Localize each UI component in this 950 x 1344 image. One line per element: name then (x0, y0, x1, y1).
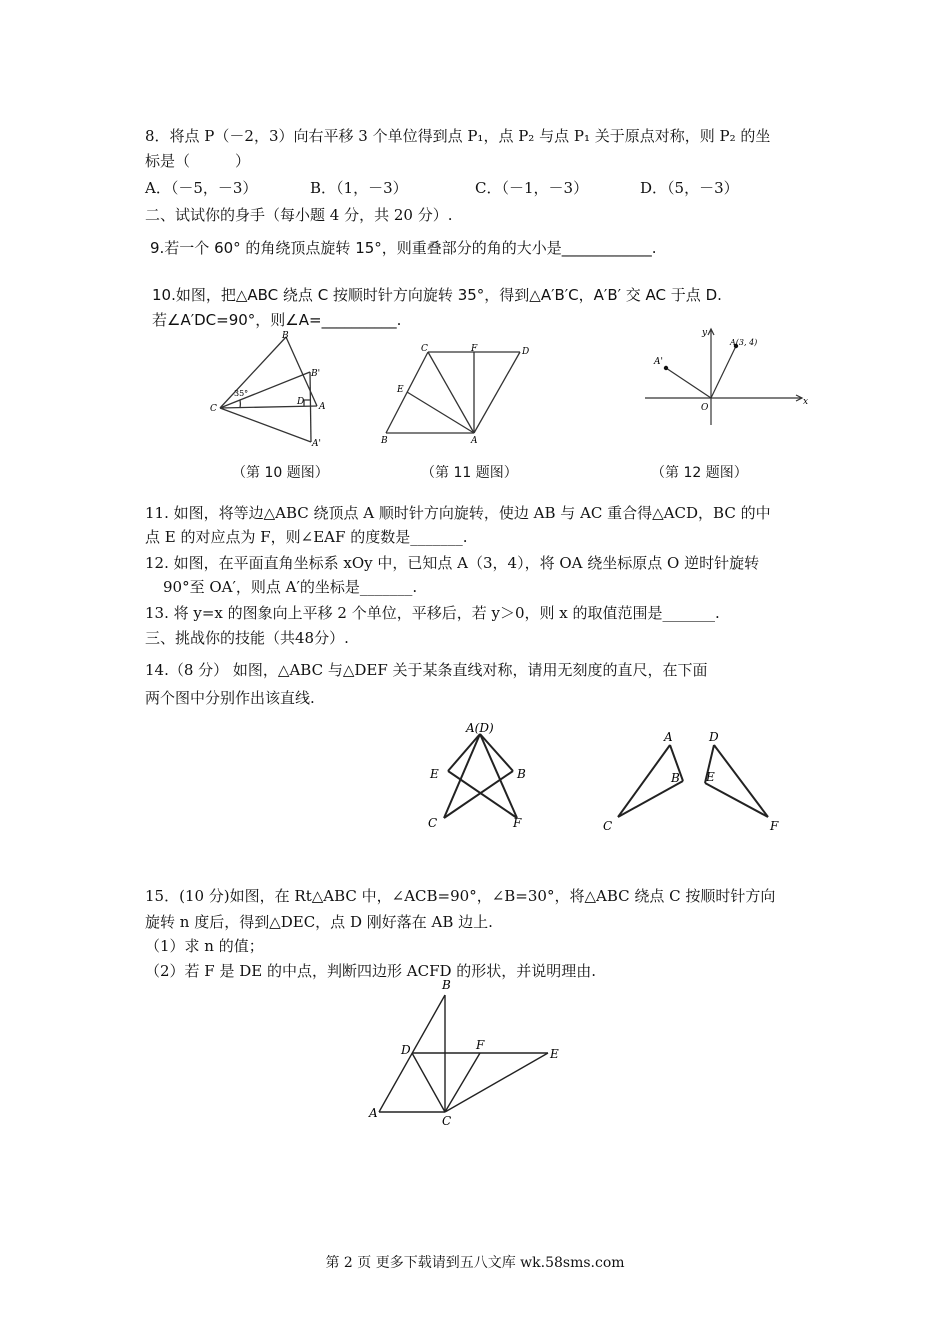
fig14a-label-ad: A(D) (466, 721, 494, 735)
fig10-label-bprime: B' (311, 369, 321, 379)
fig15-label-c: C (442, 1114, 452, 1128)
q12-line2: 90°至 OA′，则点 A′的坐标是_______. (163, 578, 418, 596)
fig11-label-b: B (381, 436, 388, 445)
fig10-label-b: B (282, 331, 289, 341)
q8-line1: 8．将点 P（－2，3）向右平移 3 个单位得到点 P₁，点 P₂ 与点 P₁ 关于原点对称，则 P₂ 的坐 (145, 127, 771, 145)
fig10-angle: 35° (234, 389, 249, 398)
fig14b-label-a: A (664, 730, 673, 744)
caption-fig12: （第 12 题图） (651, 465, 748, 481)
q15-part1: （1）求 n 的值； (145, 937, 264, 955)
figure-14-right (596, 725, 791, 835)
q15-part2: （2）若 F 是 DE 的中点，判断四边形 ACFD 的形状，并说明理由. (145, 962, 597, 980)
fig14a-label-f: F (513, 816, 522, 830)
q8-line2: 标是（ ） (145, 152, 251, 170)
caption-fig10: （第 10 题图） (232, 465, 329, 481)
fig14a-label-c: C (428, 816, 438, 830)
fig15-label-e: E (550, 1047, 559, 1061)
fig10-label-d: D (297, 397, 305, 407)
fig15-label-b: B (442, 978, 451, 992)
q14-line2: 两个图中分别作出该直线. (145, 689, 315, 707)
fig12-label-o: O (701, 403, 709, 413)
fig11-label-c: C (421, 344, 428, 354)
q14-line1: 14.（8 分） 如图，△ABC 与△DEF 关于某条直线对称，请用无刻度的直尺，在下面 (145, 661, 708, 679)
fig14b-label-e: E (706, 770, 715, 784)
fig11-label-e: E (397, 385, 404, 395)
figure-14-left (420, 720, 540, 835)
q15-line2: 旋转 n 度后，得到△DEC，点 D 刚好落在 AB 边上. (145, 913, 493, 931)
fig11-label-d: D (522, 347, 530, 357)
q10-line2: 若∠A′DC=90°，则∠A=__________. (152, 311, 402, 329)
fig10-label-a: A (319, 402, 326, 412)
q8-option-b: B．（1，－3） (310, 179, 408, 197)
q12-line1: 12. 如图，在平面直角坐标系 xOy 中，已知点 A（3，4），将 OA 绕坐标原点 O 逆时针旋转 (145, 554, 760, 572)
fig15-label-f: F (476, 1038, 485, 1052)
fig12-label-y: y (702, 328, 708, 338)
q15-line1: 15．(10 分)如图，在 Rt△ABC 中，∠ACB=90°，∠B=30°，将△ABC 绕点 C 按顺时针方向 (145, 887, 776, 905)
fig14b-label-c: C (603, 819, 613, 833)
section3-heading: 三、挑战你的技能（共48分）. (145, 629, 349, 647)
fig11-label-a: A (471, 436, 478, 445)
caption-fig11: （第 11 题图） (421, 465, 518, 481)
q9-text: 9.若一个 60° 的角绕顶点旋转 15°，则重叠部分的角的大小是____________. (150, 239, 657, 257)
q10-line1: 10.如图，把△ABC 绕点 C 按顺时针方向旋转 35°，得到△A′B′C，A′B′ 交 AC 于点 D. (152, 286, 722, 304)
q8-option-c: C．（－1，－3） (475, 179, 589, 197)
q11-line2: 点 E 的对应点为 F，则∠EAF 的度数是_______. (145, 528, 468, 546)
fig12-label-x: x (803, 397, 809, 407)
page-footer: 第 2 页 更多下载请到五八文库 wk.58sms.com (325, 1255, 625, 1271)
q11-line1: 11. 如图，将等边△ABC 绕顶点 A 顺时针方向旋转，使边 AB 与 AC 重合得△ACD，BC 的中 (145, 504, 771, 522)
fig12-point-aprime (664, 366, 668, 370)
q8-option-d: D．（5，－3） (640, 179, 739, 197)
figure-12 (640, 325, 815, 430)
fig14b-label-d: D (709, 730, 719, 744)
fig10-label-aprime: A' (312, 439, 321, 449)
fig11-label-f: F (471, 344, 478, 354)
fig14b-label-f: F (770, 819, 779, 833)
fig12-label-aprime: A' (654, 357, 663, 367)
fig14b-label-b: B (671, 771, 680, 785)
figure-10 (200, 328, 340, 450)
figure-11 (378, 340, 538, 445)
fig12-label-a34: A(3, 4) (730, 338, 758, 347)
section2-heading: 二、试试你的身手（每小题 4 分，共 20 分）. (145, 206, 453, 224)
fig10-label-c: C (210, 404, 217, 414)
fig14a-label-e: E (430, 767, 439, 781)
q13-text: 13. 将 y=x 的图象向上平移 2 个单位，平移后，若 y＞0，则 x 的取值范围是_______. (145, 604, 720, 622)
q8-option-a: A．（－5，－3） (145, 179, 258, 197)
figure-15 (362, 975, 567, 1130)
fig14a-label-b: B (517, 767, 526, 781)
fig15-label-d: D (401, 1043, 411, 1057)
fig15-label-a: A (369, 1106, 378, 1120)
